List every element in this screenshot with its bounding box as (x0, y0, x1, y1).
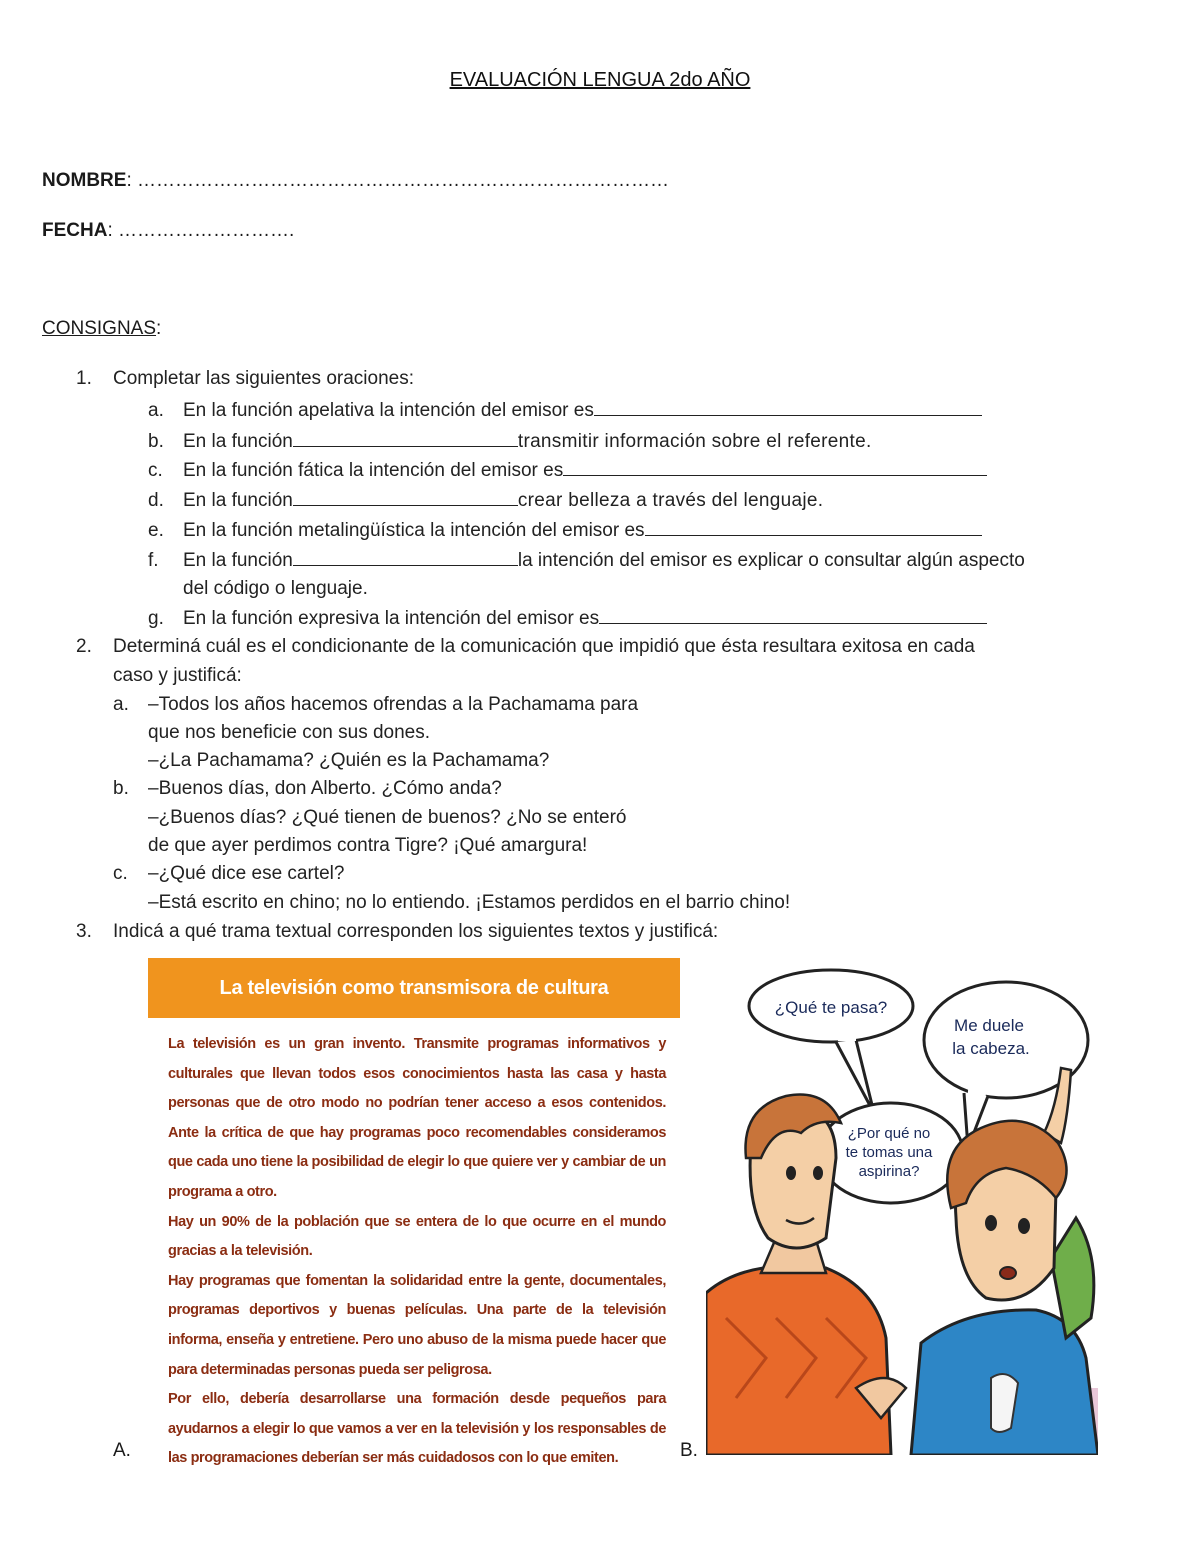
text-a-paragraph: La televisión es un gran invento. Transmite programas informativos y culturales que llevan todos esos conocimientos hasta las casa y hasta personas que de otro modo no podrían tener acceso a esos contenidos. Ante la crítica de que hay programas poco recomendables consideramos que cada uno tiene la posibilidad de elegir lo que quiere ver y cambiar de un programa a otro. (168, 1036, 666, 1200)
q1-item-d: d. En la función crear belleza a través del lenguaje. (148, 487, 823, 513)
date-dots: : ………………………. (107, 220, 295, 241)
q1-item-f: f. En la función la intención del emisor es explicar o consultar algún aspecto (148, 547, 1025, 573)
answer-blank[interactable] (293, 547, 518, 566)
q1-item-g: g. En la función expresiva la intención del emisor es (148, 605, 987, 631)
q1-item-a: a. En la función apelativa la intención del emisor es (148, 397, 982, 423)
q2-item-c: c. –¿Qué dice ese cartel? (113, 863, 345, 884)
svg-text:la cabeza.: la cabeza. (952, 1039, 1030, 1058)
date-field (42, 220, 294, 242)
q2-item-b: b. –Buenos días, don Alberto. ¿Cómo anda? (113, 778, 502, 799)
question-2: 2. Determiná cuál es el condicionante de la comunicación que impidió que ésta resultara exitosa en cada (76, 636, 975, 657)
question-number: 1. (76, 368, 92, 389)
text-a-image (148, 958, 680, 1467)
svg-text:aspirina?: aspirina? (858, 1163, 920, 1180)
q1-item-c: c. En la función fática la intención del emisor es (148, 457, 987, 483)
question-text: Completar las siguientes oraciones: (113, 368, 414, 389)
answer-blank[interactable] (594, 397, 982, 416)
page-title: EVALUACIÓN LENGUA 2do AÑO (449, 69, 751, 91)
q1-item-f-cont: del código o lenguaje. (183, 578, 368, 599)
name-field (42, 170, 669, 192)
label-b: B. (680, 1440, 698, 1461)
speech-bubble-1 (749, 970, 913, 1113)
dialogue-line: –¿Buenos días? ¿Qué tienen de buenos? ¿No se enteró (148, 807, 627, 828)
q1-item-e: e. En la función metalingüística la intención del emisor es (148, 517, 982, 543)
answer-blank[interactable] (645, 517, 982, 536)
answer-blank[interactable] (599, 605, 987, 624)
question-3: 3. Indicá a qué trama textual corresponden los siguientes textos y justificá: (76, 921, 719, 942)
answer-blank[interactable] (563, 457, 987, 476)
consignas-heading: CONSIGNAS: (42, 318, 162, 339)
text-a-heading: La televisión como transmisora de cultura (148, 958, 680, 1018)
svg-text:¿Por qué no: ¿Por qué no (847, 1125, 931, 1142)
speech-bubble-3 (819, 1103, 963, 1203)
text-a-paragraph: Hay un 90% de la población que se entera de lo que ocurre en el mundo gracias a la televisión. (168, 1213, 666, 1260)
q1-item-b: b. En la función transmitir información sobre el referente. (148, 428, 872, 454)
svg-text:te tomas una: te tomas una (845, 1144, 933, 1161)
text-a-paragraph: Hay programas que fomentan la solidaridad entre la gente, documentales, programas deportivos y buenas películas. Una parte de la televisión informa, enseña y entretiene. Pero uno abuso de la misma puede hacer que para determinadas personas pueda ser peligrosa. (168, 1272, 666, 1378)
answer-blank[interactable] (293, 428, 518, 447)
dialogue-line: de que ayer perdimos contra Tigre? ¡Qué amargura! (148, 835, 588, 856)
text-a-body (148, 1018, 680, 1474)
q2-item-a: a. –Todos los años hacemos ofrendas a la Pachamama para (113, 694, 639, 715)
svg-text:Me duele: Me duele (954, 1016, 1024, 1035)
date-label: FECHA (42, 220, 108, 241)
question-1 (76, 367, 414, 391)
text-a-paragraph: Por ello, debería desarrollarse una formación desde pequeños para ayudarnos a elegir lo que vamos a ver en la televisión y los responsables de las programaciones deberían ser más cuidadosos con lo que emiten. (168, 1391, 666, 1467)
name-dots: : ………………………………………………………………………… (126, 170, 670, 191)
name-label: NOMBRE (42, 170, 127, 191)
answer-blank[interactable] (293, 487, 518, 506)
dialogue-line: que nos beneficie con sus dones. (148, 722, 431, 743)
dialogue-line: –Está escrito en chino; no lo entiendo. ¡Estamos perdidos en el barrio chino! (148, 892, 791, 913)
question-2-cont: caso y justificá: (113, 665, 242, 686)
label-a: A. (113, 1440, 131, 1461)
comic-b-image (706, 958, 1098, 1455)
svg-text:¿Qué te pasa?: ¿Qué te pasa? (774, 998, 888, 1017)
dialogue-line: –¿La Pachamama? ¿Quién es la Pachamama? (148, 750, 550, 771)
